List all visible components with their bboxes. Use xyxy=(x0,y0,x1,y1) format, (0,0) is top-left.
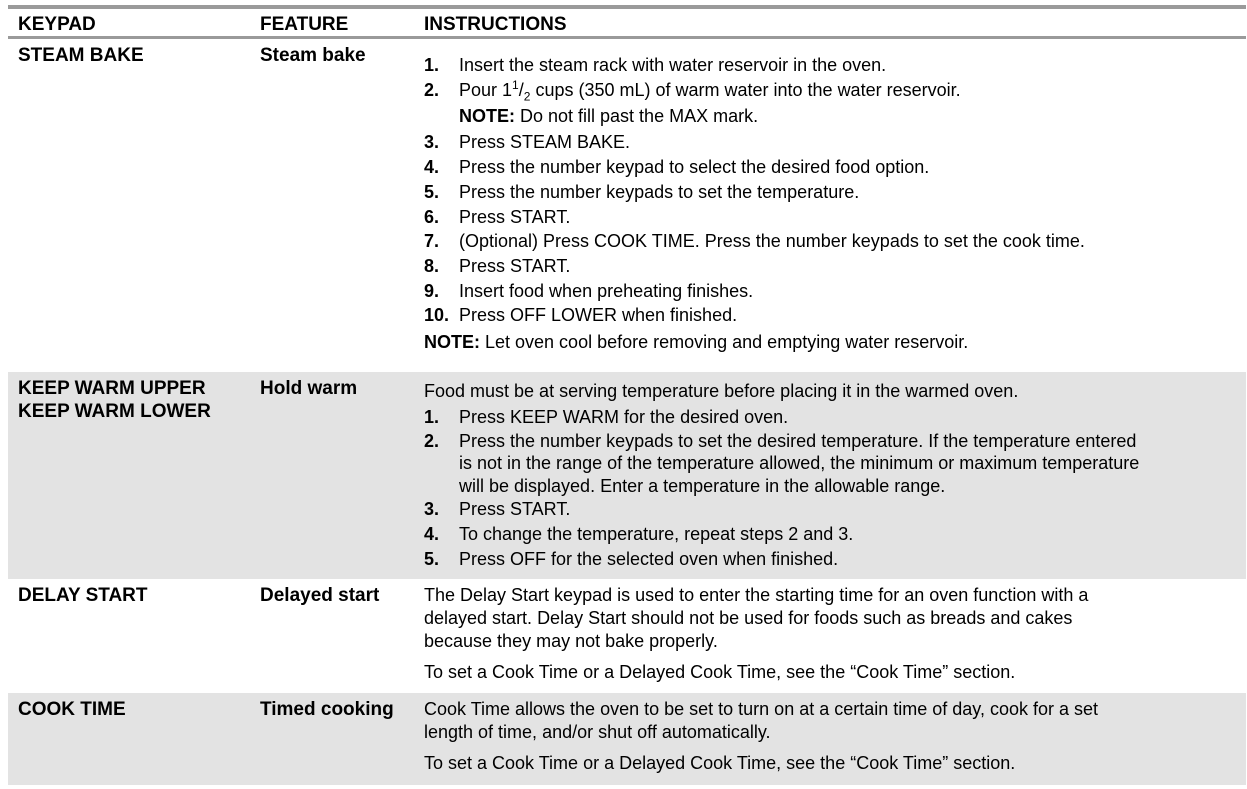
keypad-name: DELAY START xyxy=(18,585,148,606)
final-note: NOTE: Let oven cool before removing and emptying water reservoir. xyxy=(424,332,969,353)
list-item: 9. Insert food when preheating finishes. xyxy=(424,280,754,301)
list-item: 3. Press START. xyxy=(424,499,571,520)
see-reference: To set a Cook Time or a Delayed Cook Time, see the “Cook Time” section. xyxy=(424,662,1016,682)
keypad-name: STEAM BAKE xyxy=(18,45,144,66)
keypad-cell xyxy=(18,377,211,423)
list-item: 4. Press the number keypad to select the desired food option. xyxy=(424,157,930,178)
keypad-name: KEEP WARM LOWER xyxy=(18,401,211,422)
list-item: 5. Press OFF for the selected oven when finished. xyxy=(424,548,839,569)
instructions-cell xyxy=(424,584,1238,684)
description-line: Cook Time allows the oven to be set to turn on at a certain time of day, cook for a set xyxy=(424,699,1099,719)
list-item: 6. Press START. xyxy=(424,206,571,227)
list-item: 1. Press KEEP WARM for the desired oven. xyxy=(424,407,789,427)
feature-table xyxy=(8,5,1246,785)
description-line: length of time, and/or shut off automatically. xyxy=(424,722,771,742)
list-item: 5. Press the number keypads to set the temperature. xyxy=(424,181,860,202)
table-row-delay-start xyxy=(8,579,1246,693)
header-instructions: INSTRUCTIONS xyxy=(424,14,567,35)
table-row-steam-bake xyxy=(8,39,1246,372)
keypad-name: KEEP WARM UPPER xyxy=(18,378,206,399)
keypad-name: COOK TIME xyxy=(18,699,126,720)
keypad-cell xyxy=(18,584,148,607)
list-item: 4. To change the temperature, repeat steps 2 and 3. xyxy=(424,523,854,544)
list-item: 2. Pour $1^1/_2$ cups (350 mL) of warm water into the water reservoir. xyxy=(424,77,961,104)
list-item: 8. Press START. xyxy=(424,255,571,276)
intro-text: Food must be at serving temperature before placing it in the warmed oven. xyxy=(424,381,1019,401)
list-item: 2. Press the number keypads to set the desired temperature. If the temperature entered is not in the range of the temperature allowed, the minimum or maximum temperature will be displayed. Enter a temperature in the allowable range. xyxy=(424,430,1140,496)
header-keypad: KEYPAD xyxy=(18,14,96,35)
list-item: 3. Press STEAM BAKE. xyxy=(424,132,631,153)
keypad-cell xyxy=(18,698,126,721)
see-reference: To set a Cook Time or a Delayed Cook Time, see the “Cook Time” section. xyxy=(424,753,1016,773)
table-row-cook-time xyxy=(8,693,1246,785)
description-line: The Delay Start keypad is used to enter the starting time for an oven function with a xyxy=(424,585,1089,605)
table-header xyxy=(8,5,1246,39)
feature-cell: Delayed start xyxy=(260,585,380,606)
table-row-keep-warm xyxy=(8,372,1246,579)
feature-cell: Steam bake xyxy=(260,45,366,66)
instructions-cell xyxy=(424,377,1238,571)
feature-cell: Hold warm xyxy=(260,378,358,399)
inline-note: NOTE: Do not fill past the MAX mark. xyxy=(459,106,759,127)
description-line: delayed start. Delay Start should not be used for foods such as breads and cakes xyxy=(424,608,1073,628)
header-feature: FEATURE xyxy=(260,14,349,35)
list-item: 1. Insert the steam rack with water reservoir in the oven. xyxy=(424,55,887,75)
description-line: because they may not bake properly. xyxy=(424,631,718,651)
list-item: 10. Press OFF LOWER when finished. xyxy=(424,305,738,326)
instructions-cell xyxy=(424,698,1238,775)
feature-cell: Timed cooking xyxy=(260,699,394,720)
list-item: 7. (Optional) Press COOK TIME. Press the number keypads to set the cook time. xyxy=(424,231,1085,252)
instructions-cell xyxy=(424,53,1238,356)
keypad-cell xyxy=(18,44,144,67)
